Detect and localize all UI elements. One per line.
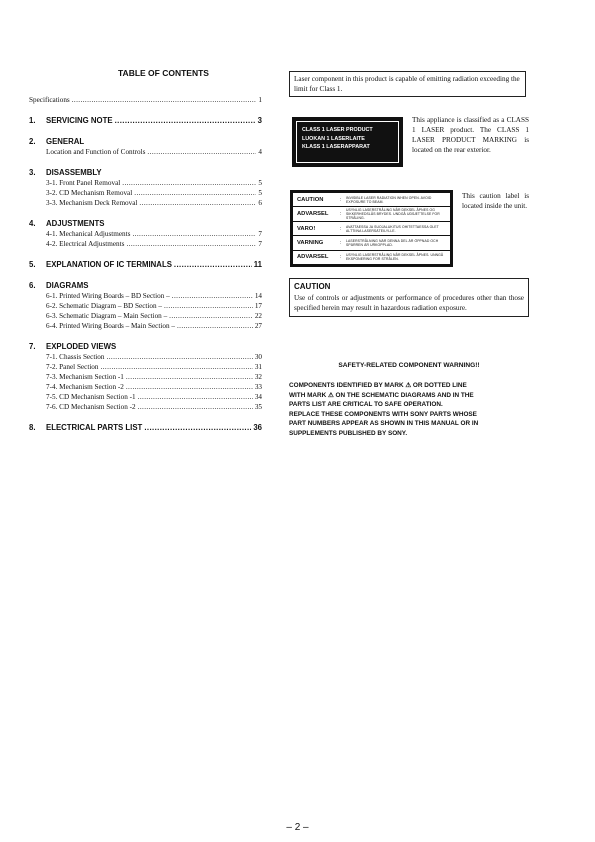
toc-leader <box>122 178 256 188</box>
caution-label-word: ADVARSEL <box>297 254 329 261</box>
caution-label-word: VARNING <box>297 239 324 246</box>
toc-leader <box>164 301 253 311</box>
safety-warning-line: PART NUMBERS APPEAR AS SHOWN IN THIS MANUAL OR IN <box>289 420 479 428</box>
toc-page-number: 35 <box>254 403 262 411</box>
toc-title: TABLE OF CONTENTS <box>118 68 209 78</box>
safety-warning-line: PARTS LIST ARE CRITICAL TO SAFE OPERATION. <box>289 401 443 409</box>
toc-entry[interactable] <box>29 392 262 402</box>
toc-entry[interactable] <box>29 402 262 412</box>
toc-page-number: 34 <box>254 393 262 401</box>
toc-entry-label: 4-1. Mechanical Adjustments <box>46 230 131 238</box>
toc-entry-label: Specifications <box>29 96 70 104</box>
toc-entry[interactable] <box>29 372 262 382</box>
toc-section-disassembly <box>29 168 262 178</box>
toc-page-number: 3 <box>257 116 262 125</box>
toc-entry[interactable] <box>29 291 262 301</box>
safety-warning-line: WITH MARK ⚠ ON THE SCHEMATIC DIAGRAMS AND IN THE <box>289 391 474 399</box>
toc-page-number: 36 <box>253 423 262 432</box>
caution-label-text: LASERSTRÅLNING NÄR DENNA DEL ÄR ÖPPNAD OCH SPÄRREN ÄR URKOPPLAD. <box>346 238 439 247</box>
toc-section-title: DIAGRAMS <box>46 281 89 290</box>
caution-title: CAUTION <box>294 282 331 291</box>
caution-label-text: INVISIBLE LASER RADIATION WHEN OPEN. AVOID EXPOSURE TO BEAM. <box>346 195 432 204</box>
toc-page-number: 30 <box>254 353 262 361</box>
toc-section-title: ADJUSTMENTS <box>46 219 105 228</box>
toc-section-electrical-parts-list[interactable] <box>29 423 262 433</box>
toc-entry[interactable] <box>29 311 262 321</box>
toc-section-title: SERVICING NOTE <box>46 116 113 125</box>
caution-label-row: VARNING : LASERSTRÅLNING NÄR DENNA DEL ÄR ÖPPNAD OCH SPÄRREN ÄR URKOPPLAD. <box>293 236 450 250</box>
toc-section-title: ELECTRICAL PARTS LIST <box>46 423 143 432</box>
toc-leader <box>132 229 256 239</box>
toc-leader <box>144 423 251 433</box>
caution-label-location-note: This caution label is located inside the unit. <box>462 192 529 210</box>
toc-page-number: 33 <box>254 383 262 391</box>
toc-section-title: DISASSEMBLY <box>46 168 102 177</box>
toc-section-title: EXPLODED VIEWS <box>46 342 117 351</box>
caution-label-row: CAUTION : INVISIBLE LASER RADIATION WHEN OPEN. AVOID EXPOSURE TO BEAM. <box>293 193 450 207</box>
class1-label-line: LUOKAN 1 LASERLAITE <box>302 135 365 142</box>
class1-description: This appliance is classified as a CLASS 1 LASER product. The CLASS 1 LASER PRODUCT MARKING is located on the rear exterior. <box>412 116 529 154</box>
toc-entry[interactable] <box>29 352 262 362</box>
toc-section-number: 8. <box>29 423 36 432</box>
toc-entry-label: 3-1. Front Panel Removal <box>46 179 121 187</box>
toc-entry-label: 7-6. CD Mechanism Section -2 <box>46 403 136 411</box>
toc-section-title: GENERAL <box>46 137 85 146</box>
toc-page-number: 7 <box>258 230 262 238</box>
toc-entry-label: 4-2. Electrical Adjustments <box>46 240 125 248</box>
toc-leader <box>138 402 253 412</box>
toc-page-number: 11 <box>253 260 262 269</box>
toc-entry[interactable] <box>29 382 262 392</box>
safety-warning-body <box>289 381 549 439</box>
toc-section-servicing-note[interactable] <box>29 116 262 126</box>
toc-entry-label: 6-1. Printed Wiring Boards – BD Section – <box>46 292 170 300</box>
toc-entry[interactable] <box>29 301 262 311</box>
toc-entry-label: 7-3. Mechanism Section -1 <box>46 373 124 381</box>
toc-section-diagrams <box>29 281 262 291</box>
toc-entry-label: 3-2. CD Mechanism Removal <box>46 189 133 197</box>
toc-section-exploded-views <box>29 342 262 352</box>
safety-warning-line: SUPPLEMENTS PUBLISHED BY SONY. <box>289 429 408 437</box>
toc-leader <box>126 382 253 392</box>
toc-page-number: 14 <box>254 292 262 300</box>
caution-body: Use of controls or adjustments or performance of procedures other than those specified herein may result in hazardous radiation exposure. <box>294 294 524 312</box>
toc-leader <box>72 95 257 105</box>
toc-leader <box>115 116 256 126</box>
laser-radiation-note: Laser component in this product is capable of emitting radiation exceeding the limit for Class 1. <box>289 71 526 97</box>
toc-leader <box>138 392 253 402</box>
class1-label-line: CLASS 1 LASER PRODUCT <box>302 127 373 133</box>
toc-section-ic-terminals[interactable] <box>29 260 262 270</box>
toc-section-number: 7. <box>29 342 36 351</box>
toc-entry-label: 7-2. Panel Section <box>46 363 99 371</box>
table-of-contents <box>29 68 262 433</box>
toc-entry-label: 6-4. Printed Wiring Boards – Main Section – <box>46 322 175 330</box>
toc-leader <box>177 321 253 331</box>
caution-label-text: USYNLIG LASERSTRÅLING NÅR DEKSEL ÅPNES OG SIKKERHEDSLÅS BRYDES. UNDGÅ UDSÆTTELSE FOR STRÅLING. <box>346 208 440 221</box>
toc-entry-specifications[interactable] <box>29 95 262 105</box>
toc-entry[interactable] <box>29 239 262 249</box>
page-number: – 2 – <box>286 822 309 833</box>
toc-entry-label: 7-4. Mechanism Section -2 <box>46 383 124 391</box>
toc-leader <box>101 362 253 372</box>
toc-page-number: 1 <box>258 96 262 104</box>
toc-section-number: 4. <box>29 219 36 228</box>
caution-label-word: CAUTION <box>297 196 324 203</box>
toc-leader <box>126 372 253 382</box>
toc-page-number: 22 <box>254 312 262 320</box>
toc-leader <box>126 239 256 249</box>
toc-page-number: 5 <box>258 189 262 197</box>
caution-box <box>289 278 529 317</box>
toc-entry-label: 6-2. Schematic Diagram – BD Section – <box>46 302 162 310</box>
toc-entry-label: Location and Function of Controls <box>46 148 146 156</box>
caution-label-row: VARO! : AVATTAESSA JA SUOJALUKITUS OHITETTAESSA OLET ALTTIINA LASERSÄTEILYLLE. <box>293 222 450 236</box>
toc-section-number: 3. <box>29 168 36 177</box>
toc-entry[interactable] <box>29 321 262 331</box>
toc-page-number: 31 <box>254 363 262 371</box>
caution-label-word: ADVARSEL <box>297 211 329 218</box>
toc-entry[interactable] <box>29 362 262 372</box>
toc-section-title: EXPLANATION OF IC TERMINALS <box>46 260 172 269</box>
toc-page-number: 27 <box>254 322 262 330</box>
toc-leader <box>172 291 253 301</box>
toc-leader <box>139 198 256 208</box>
toc-entry-label: 7-1. Chassis Section <box>46 353 105 361</box>
toc-section-number: 6. <box>29 281 36 290</box>
caution-label-row: ADVARSEL : USYNLIG LASERSTRÅLING NÅR DEKSEL ÅPNES OG SIKKERHEDSLÅS BRYDES. UNDGÅ UDSÆTTELSE FOR STRÅLING. <box>293 207 450 221</box>
toc-entry-label: 7-5. CD Mechanism Section -1 <box>46 393 136 401</box>
caution-label-word: VARO! <box>297 225 316 232</box>
toc-entry[interactable] <box>29 229 262 239</box>
toc-section-number: 5. <box>29 260 36 269</box>
toc-leader <box>169 311 253 321</box>
toc-page-number: 17 <box>254 302 262 310</box>
safety-warning-line: REPLACE THESE COMPONENTS WITH SONY PARTS WHOSE <box>289 410 477 418</box>
toc-leader <box>134 188 256 198</box>
toc-entry-label: 6-3. Schematic Diagram – Main Section – <box>46 312 168 320</box>
toc-section-number: 2. <box>29 137 36 146</box>
safety-warning-title: SAFETY-RELATED COMPONENT WARNING!! <box>338 362 480 369</box>
toc-page-number: 7 <box>258 240 262 248</box>
toc-entry-label: 3-3. Mechanism Deck Removal <box>46 199 138 207</box>
class1-laser-label <box>292 117 403 167</box>
toc-section-general <box>29 137 262 147</box>
caution-label-text: USYNLIG LASERSTRÅLING NÅR DEKSEL ÅPNES. UNNGÅ EKSPONERING FOR STRÅLEN. <box>346 253 444 262</box>
caution-label-text: AVATTAESSA JA SUOJALUKITUS OHITETTAESSA OLET ALTTIINA LASERSÄTEILYLLE. <box>346 224 439 233</box>
safety-warning-line: COMPONENTS IDENTIFIED BY MARK ⚠ OR DOTTED LINE <box>289 382 467 389</box>
toc-leader <box>147 147 256 157</box>
toc-section-number: 1. <box>29 116 36 125</box>
toc-leader <box>107 352 253 362</box>
toc-section-adjustments <box>29 219 262 229</box>
class1-label-line: KLASS 1 LASERAPPARAT <box>302 144 370 150</box>
toc-entry[interactable] <box>29 198 262 208</box>
toc-page-number: 4 <box>258 148 262 156</box>
toc-entry[interactable] <box>29 178 262 188</box>
toc-page-number: 32 <box>254 373 262 381</box>
caution-label-image <box>290 190 453 267</box>
caution-label-row: ADVARSEL : USYNLIG LASERSTRÅLING NÅR DEKSEL ÅPNES. UNNGÅ EKSPONERING FOR STRÅLEN. <box>293 251 450 264</box>
toc-leader <box>174 260 252 270</box>
toc-entry[interactable] <box>29 147 262 157</box>
toc-entry[interactable] <box>29 188 262 198</box>
toc-page-number: 6 <box>258 199 262 207</box>
toc-page-number: 5 <box>258 179 262 187</box>
